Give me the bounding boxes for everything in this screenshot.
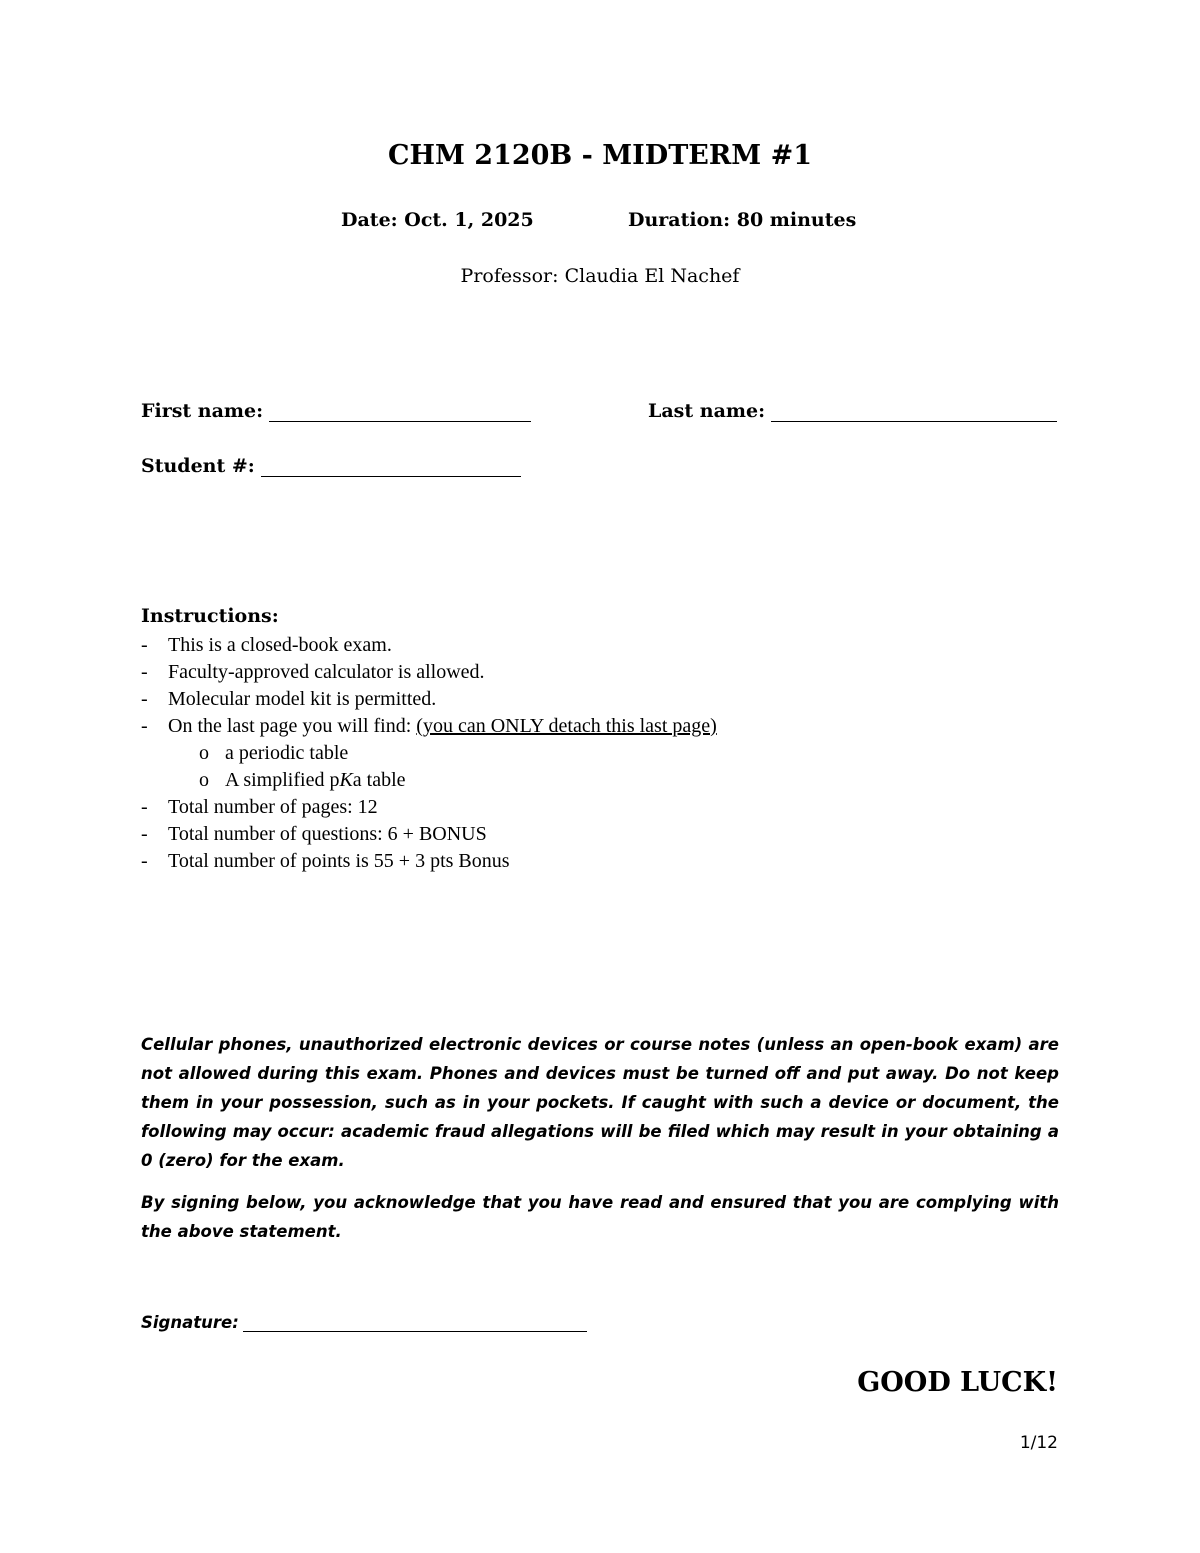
professor-name: Professor: Claudia El Nachef — [460, 265, 740, 287]
student-number-field[interactable] — [141, 455, 521, 477]
list-item: - This is a closed-book exam. — [141, 634, 392, 656]
exam-title: CHM 2120B - MIDTERM #1 — [388, 140, 812, 171]
instructions-heading: Instructions: — [141, 605, 279, 627]
first-name-label: First name: — [141, 400, 264, 422]
list-item: - Molecular model kit is permitted. — [141, 688, 437, 710]
list-item: - Total number of points is 55 + 3 pts Bonus — [141, 850, 510, 872]
first-name-field[interactable] — [141, 400, 531, 422]
list-item: o a periodic table — [199, 742, 349, 764]
signature-blank[interactable] — [243, 1313, 587, 1332]
signature-field[interactable] — [141, 1313, 587, 1332]
good-luck-text: GOOD LUCK! — [857, 1367, 1058, 1398]
list-item: - Total number of questions: 6 + BONUS — [141, 823, 487, 845]
last-name-field[interactable] — [648, 400, 1057, 422]
student-number-blank[interactable] — [261, 458, 521, 477]
student-number-label: Student #: — [141, 455, 255, 477]
list-item: - On the last page you will find: (you can ONLY detach this last page) — [141, 715, 717, 737]
last-name-label: Last name: — [648, 400, 766, 422]
list-item: o A simplified pKa table — [199, 769, 406, 791]
detach-note: (you can ONLY detach this last page) — [416, 715, 717, 737]
list-item: - Faculty-approved calculator is allowed. — [141, 661, 485, 683]
device-policy-notice: Cellular phones, unauthorized electronic devices or course notes (unless an open-book exam) are not allowed during this exam. Phones and devices must be turned off and put away. Do not keep them in your possession, such as in your pockets. If caught with such a device or document, the following may occur: academic fraud allegations will be filed which may result in your obtaining a 0 (zero) for the exam. — [141, 1035, 1059, 1170]
last-name-blank[interactable] — [771, 403, 1057, 422]
signature-label: Signature: — [141, 1313, 239, 1332]
acknowledgement-statement: By signing below, you acknowledge that you have read and ensured that you are complying with the above statement. — [141, 1193, 1059, 1241]
list-item: - Total number of pages: 12 — [141, 796, 378, 818]
first-name-blank[interactable] — [269, 403, 531, 422]
page-number: 1/12 — [1019, 1433, 1058, 1453]
instructions-list — [141, 632, 717, 875]
exam-date: Date: Oct. 1, 2025 — [341, 209, 534, 231]
exam-duration: Duration: 80 minutes — [628, 209, 857, 231]
